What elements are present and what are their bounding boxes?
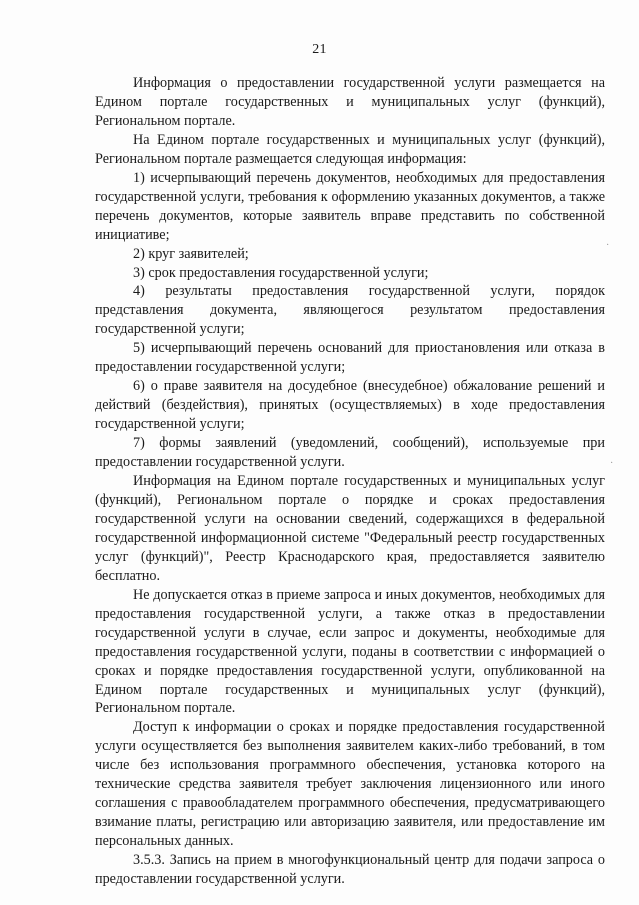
list-item-documents: 1) исчерпывающий перечень документов, необходимых для предоставления государственной услуги, требования к оформлению указанных документов, а также перечень документов, которые заявитель вправе представить по собственной инициативе; xyxy=(95,169,605,243)
list-item-grounds: 5) исчерпывающий перечень оснований для приостановления или отказа в предоставлении государственной услуги; xyxy=(95,340,605,376)
paragraph-info-placement: Информация о предоставлении государственной услуги размещается на Едином портале государственных и муниципальных услуг (функций), Региональном портале. xyxy=(95,75,605,129)
list-item-forms: 7) формы заявлений (уведомлений, сообщений), используемые при предоставлении государственной услуги. xyxy=(95,435,605,471)
body-text xyxy=(95,74,605,889)
list-item-results: 4) результаты предоставления государственной услуги, порядок представления документа, являющегося результатом предоставления государственной услуги; xyxy=(95,283,605,338)
scan-speck: · xyxy=(610,458,614,469)
list-item-applicants: 2) круг заявителей; xyxy=(133,245,249,262)
page-number: 21 xyxy=(312,42,327,57)
paragraph-access: Доступ к информации о сроках и порядке предоставления государственной услуги осуществляется без выполнения заявителем каких-либо требований, в том числе без использования программного обеспечения, установка которого на технические средства заявителя требует заключения лицензионного или иного соглашения с правообладателем программного обеспечения, предусматривающего взимание платы, регистрацию или авторизацию заявителя, или предоставление им персональных данных. xyxy=(95,719,605,850)
list-item-appeal: 6) о праве заявителя на досудебное (внесудебное) обжалование решений и действий (бездействия), принятых (осуществляемых) в ходе предоставления государственной услуги; xyxy=(95,378,605,433)
paragraph-free-info: Информация на Едином портале государственных и муниципальных услуг (функций), Региональном портале о порядке и сроках предоставления государственной услуги на основании сведений, содержащихся в федеральной государственной информационной системе "Федеральный реестр государственных услуг (функций)", Реестр Краснодарского края, предоставляется заявителю бесплатно. xyxy=(95,473,605,584)
paragraph-section-3-5-3: 3.5.3. Запись на прием в многофункциональный центр для подачи запроса о предоставлении государственной услуги. xyxy=(95,852,605,888)
paragraph-no-refusal: Не допускается отказ в приеме запроса и иных документов, необходимых для предоставления государственной услуги, а также отказ в предоставлении государственной услуги в случае, если запрос и документы, необходимые для предоставления государственной услуги, поданы в соответствии с информацией о сроках и порядке предоставления государственной услуги, опубликованной на Едином портале государственных и муниципальных услуг (функций), Региональном портале. xyxy=(95,586,605,717)
list-item-term: 3) срок предоставления государственной услуги; xyxy=(133,264,429,281)
scan-speck: · xyxy=(606,240,610,251)
paragraph-info-list-intro: На Едином портале государственных и муниципальных услуг (функций), Региональном портале размещается следующая информация: xyxy=(95,131,605,167)
